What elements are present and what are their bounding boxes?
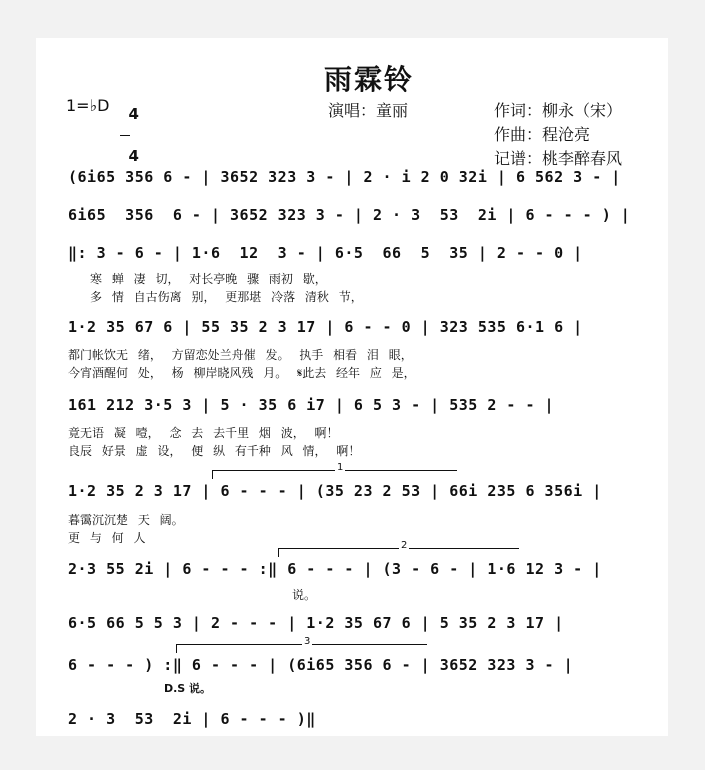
- score-line-3: ‖: 3 - 6 - | 1·6 12 3 - | 6·5 66 5 35 | 2 - - 0 |: [68, 244, 583, 262]
- score-line-6: 1·2 35 2 3 17 | 6 - - - | (35 23 2 53 | 66i 235 6 356i |: [68, 482, 602, 500]
- singer-credit: 演唱：童丽: [328, 101, 409, 120]
- score-line-5: 161 212 3·5 3 | 5 · 35 6 i7 | 6 5 3 - | 535 2 - - |: [68, 396, 555, 414]
- lyrics-line-3-verse-1: 寒 蝉 凄 切， 对长亭晚 骤 雨初 歇，: [90, 272, 327, 286]
- composer-credit: 作曲：程沧亮: [494, 125, 591, 144]
- time-denominator: 4: [128, 147, 139, 165]
- lyrics-line-6-verse-2: 更 与 何 人: [68, 531, 146, 545]
- score-line-4: 1·2 35 67 6 | 55 35 2 3 17 | 6 - - 0 | 323 535 6·1 6 |: [68, 318, 583, 336]
- score-line-7: 2·3 55 2i | 6 - - - :‖ 6 - - - | (3 - 6 - | 1·6 12 3 - |: [68, 560, 602, 578]
- score-line-10: 2 · 3 53 2i | 6 - - - )‖: [68, 710, 316, 728]
- time-signature: [118, 95, 139, 165]
- lyrics-line-5-verse-1: 竟无语 凝 噎， 念 去 去千里 烟 波， 啊！: [68, 426, 339, 440]
- volta-bracket-3: 3: [176, 644, 427, 653]
- lyrics-line-4-verse-1: 都门帐饮无 绪， 方留恋处兰舟催 发。 执手 相看 泪 眼，: [68, 348, 413, 362]
- score-line-2: 6i65 356 6 - | 3652 323 3 - | 2 · 3 53 2i | 6 - - - ) |: [68, 206, 631, 224]
- score-line-9: 6 - - - ) :‖ 6 - - - | (6i65 356 6 - | 3652 323 3 - |: [68, 656, 574, 674]
- lyrics-line-6-verse-1: 暮霭沉沉楚 天 阔。: [68, 513, 184, 527]
- lyrics-line-4-verse-2: 今宵酒醒何 处， 杨 柳岸晓风残 月。 𝄋此去 经年 应 是，: [68, 366, 416, 380]
- volta-bracket-1: 1: [212, 470, 457, 479]
- volta-bracket-2: 2: [278, 548, 519, 557]
- lyrics-line-3-verse-2: 多 情 自古伤离 别， 更那堪 冷落 清秋 节，: [90, 290, 363, 304]
- score-line-1: (6i65 356 6 - | 3652 323 3 - | 2 · i 2 0 32i | 6 562 3 - |: [68, 168, 621, 186]
- key-signature: 1=♭D: [66, 96, 110, 115]
- ds-marking: D.S 说。: [164, 682, 212, 695]
- lyrics-line-5-verse-2: 良辰 好景 虚 设， 便 纵 有千种 风 情， 啊！: [68, 444, 361, 458]
- transcriber-credit: 记谱：桃李醉春风: [494, 149, 623, 168]
- time-numerator: 4: [128, 105, 139, 123]
- score-line-8: 6·5 66 5 5 3 | 2 - - - | 1·2 35 67 6 | 5 35 2 3 17 |: [68, 614, 564, 632]
- lyrics-line-7-verse-1: 说。: [292, 588, 317, 602]
- lyricist-credit: 作词：柳永（宋）: [494, 101, 623, 120]
- song-title: 雨霖铃: [324, 63, 415, 96]
